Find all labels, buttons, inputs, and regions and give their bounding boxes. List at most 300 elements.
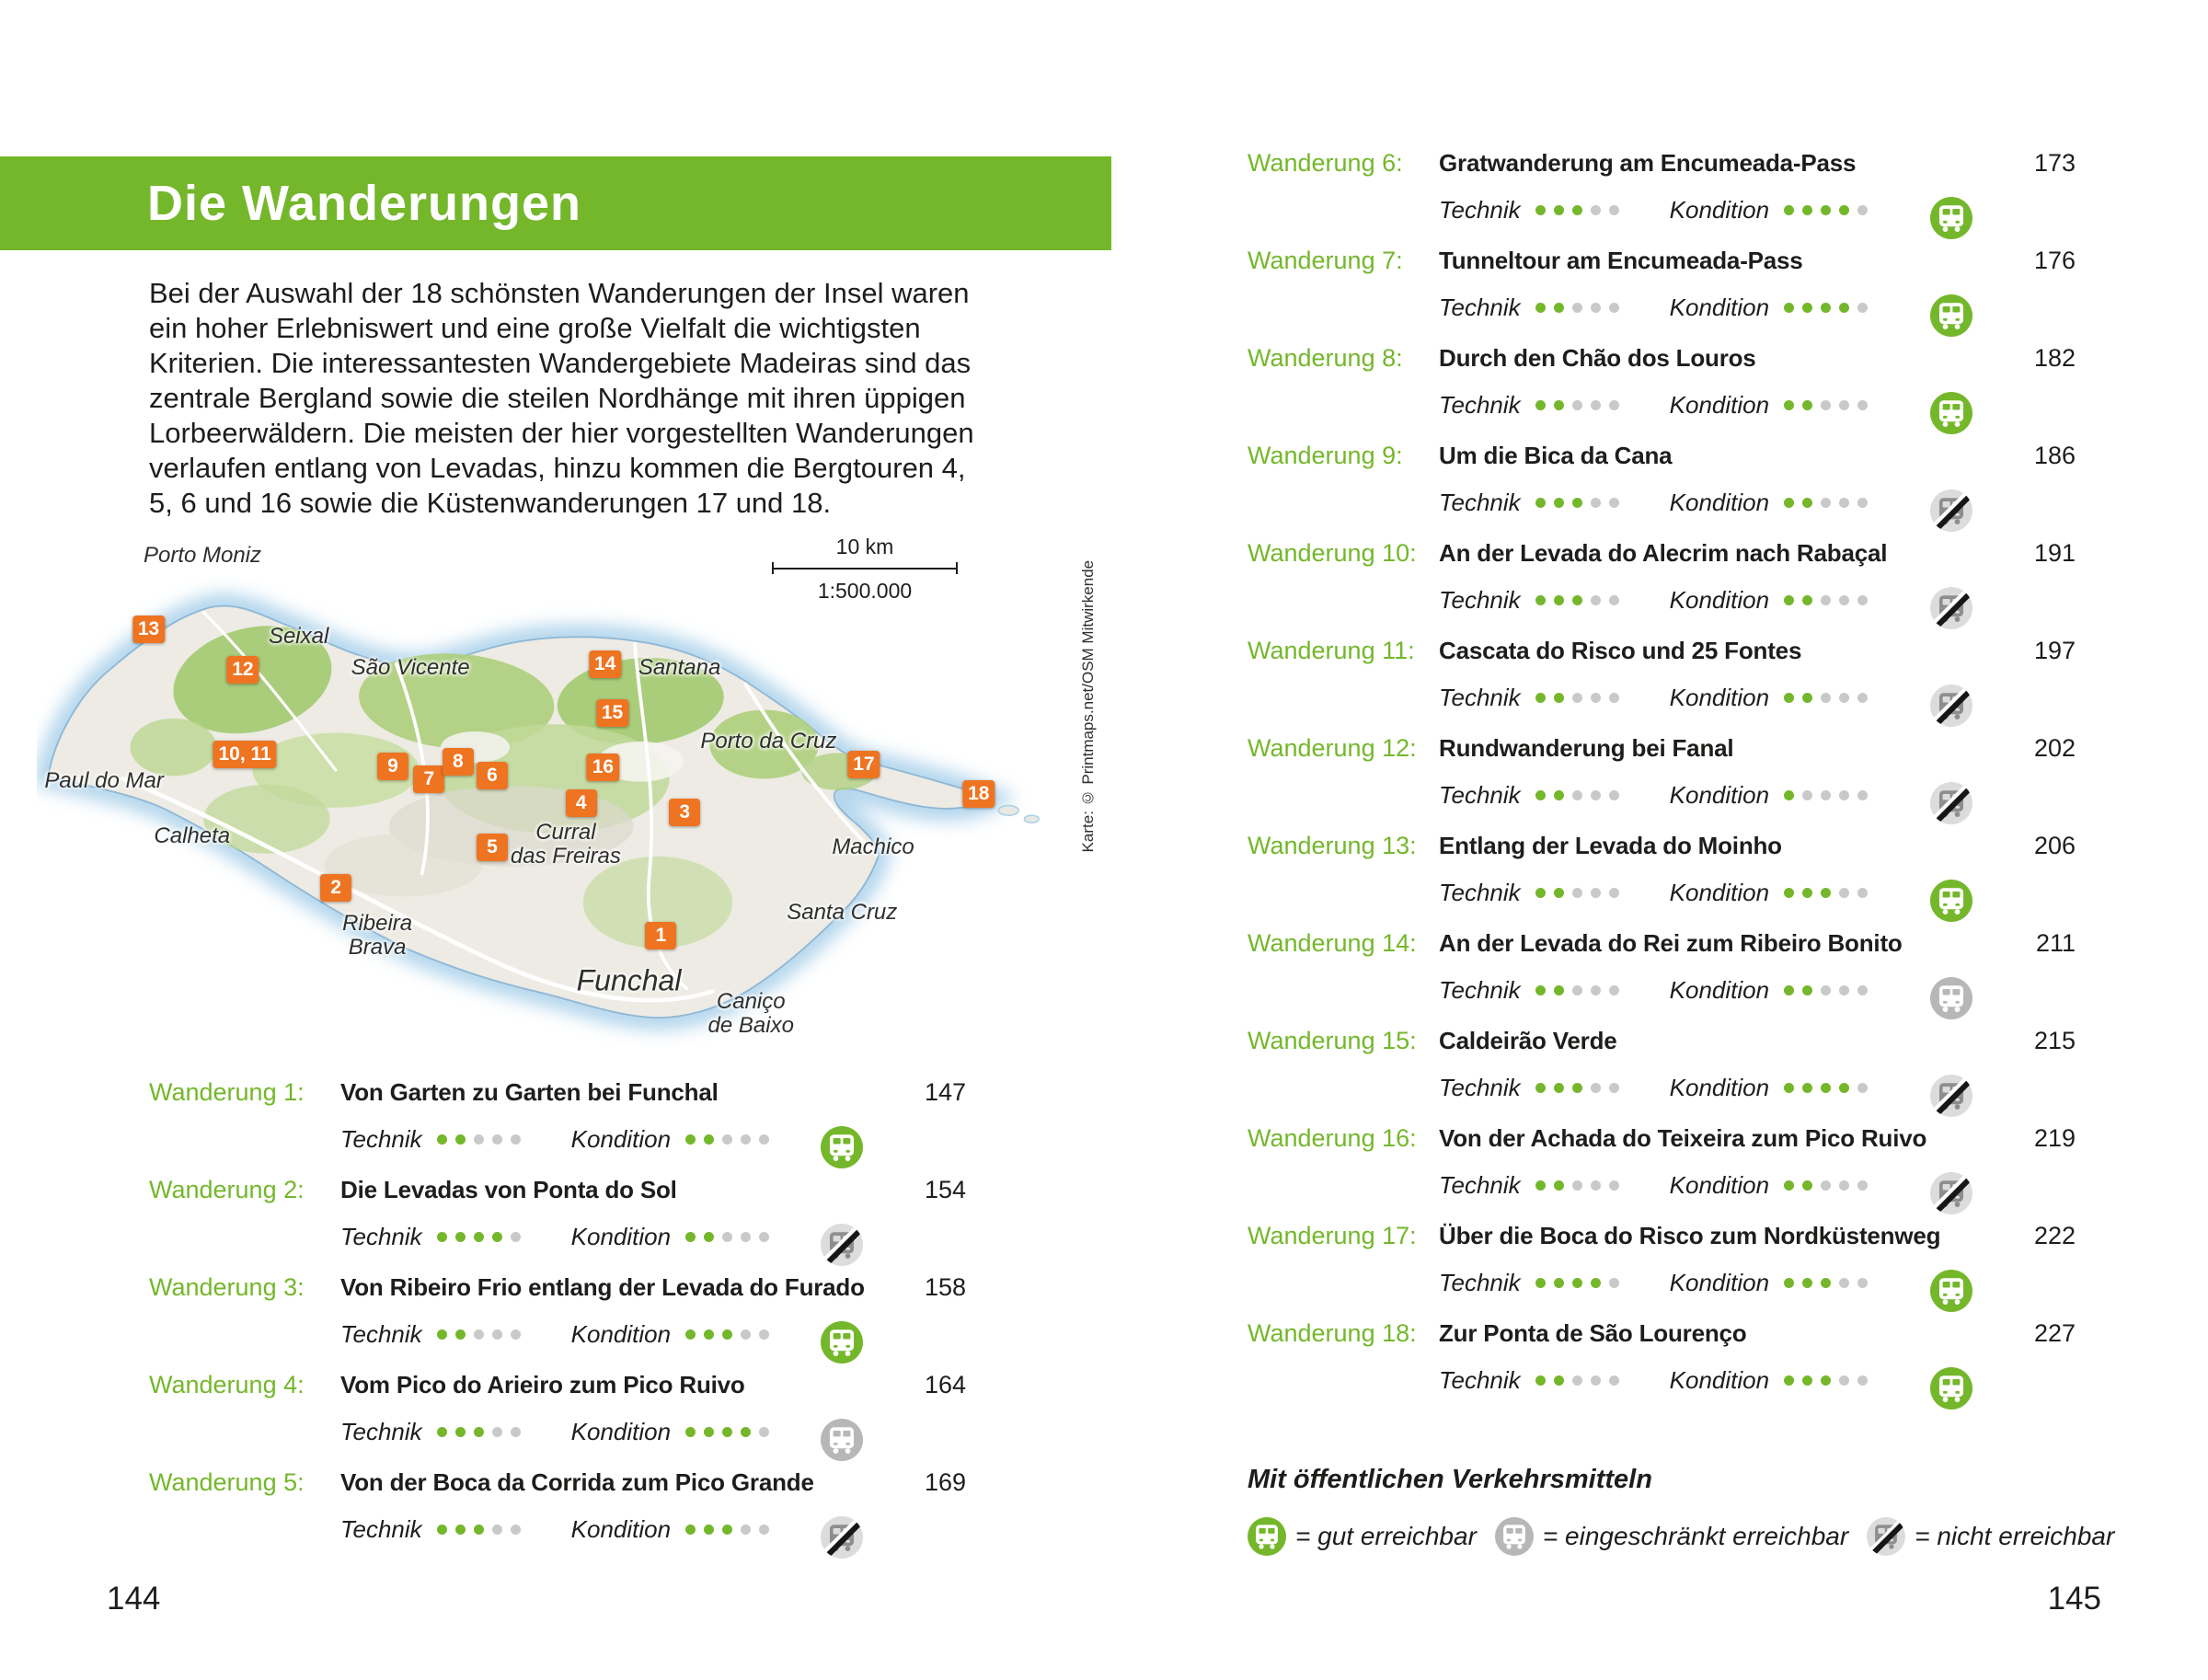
hike-page-number: 202 bbox=[2033, 734, 2076, 762]
map-marker-14: 14 bbox=[589, 650, 621, 678]
technik-rating-dots bbox=[1535, 205, 1646, 215]
transport-indicator bbox=[821, 1419, 863, 1461]
rating-dot bbox=[1857, 595, 1868, 605]
transport-indicator bbox=[1930, 489, 1972, 532]
rating-dot bbox=[511, 1329, 521, 1340]
kondition-rating-dots bbox=[1784, 595, 1894, 605]
rating-dot bbox=[1802, 400, 1812, 410]
hike-rating-row bbox=[340, 1413, 966, 1450]
hike-number-label: Wanderung 13: bbox=[1248, 832, 1417, 859]
rating-dot bbox=[1535, 1180, 1546, 1191]
rating-dot bbox=[1784, 693, 1794, 703]
rating-dot bbox=[1591, 1375, 1601, 1386]
rating-dot bbox=[1554, 888, 1564, 898]
rating-dot bbox=[759, 1232, 769, 1242]
kondition-label: Kondition bbox=[1669, 1073, 1770, 1101]
hike-title: Von Ribeiro Frio entlang der Levada do Furado bbox=[340, 1273, 865, 1301]
hike-rating-row bbox=[340, 1511, 966, 1548]
hike-rating-row bbox=[1439, 581, 2076, 618]
rating-dot bbox=[492, 1525, 502, 1535]
chapter-title: Die Wanderungen bbox=[147, 176, 582, 231]
rating-dot bbox=[1784, 790, 1794, 800]
rating-dot bbox=[1821, 303, 1831, 313]
hike-entry bbox=[1248, 344, 2076, 442]
hike-number-label: Wanderung 10: bbox=[1248, 539, 1417, 567]
bus-crossed-icon bbox=[821, 1224, 863, 1266]
hike-page-number: 176 bbox=[2033, 247, 2076, 274]
map-marker-3: 3 bbox=[669, 799, 700, 826]
rating-dot bbox=[1535, 1375, 1546, 1386]
bus-green-icon bbox=[1930, 392, 1972, 434]
bus-crossed-icon bbox=[1930, 1172, 1972, 1214]
rating-dot bbox=[1839, 1180, 1849, 1191]
rating-dot bbox=[1839, 790, 1849, 800]
technik-label: Technik bbox=[340, 1124, 422, 1153]
hike-title: Über die Boca do Risco zum Nordküstenweg bbox=[1439, 1222, 1941, 1249]
rating-dot bbox=[1609, 888, 1619, 898]
rating-dot bbox=[1591, 595, 1601, 605]
map-marker-1: 1 bbox=[645, 922, 676, 949]
map-marker-17: 17 bbox=[847, 751, 880, 778]
rating-dot bbox=[1554, 205, 1564, 215]
rating-dot bbox=[1821, 888, 1831, 898]
rating-dot bbox=[1535, 595, 1546, 605]
rating-dot bbox=[1802, 595, 1812, 605]
technik-rating-dots bbox=[1535, 595, 1646, 605]
rating-dot bbox=[1839, 303, 1849, 313]
rating-dot bbox=[437, 1232, 447, 1242]
rating-dot bbox=[1784, 303, 1794, 313]
map-marker-6: 6 bbox=[477, 762, 508, 789]
bus-crossed-icon bbox=[1867, 1517, 1905, 1556]
rating-dot bbox=[1857, 498, 1868, 508]
hike-number-label: Wanderung 14: bbox=[1248, 929, 1417, 957]
rating-dot bbox=[759, 1329, 769, 1340]
map-place-label: São Vicente bbox=[351, 655, 470, 681]
hike-entry bbox=[1248, 539, 2076, 637]
map-marker-7: 7 bbox=[413, 765, 444, 793]
hike-entry bbox=[1248, 442, 2076, 539]
hike-title: Caldeirão Verde bbox=[1439, 1027, 1617, 1054]
hike-title: Von Garten zu Garten bei Funchal bbox=[340, 1078, 719, 1106]
transport-indicator bbox=[821, 1224, 863, 1266]
legend-item bbox=[1867, 1517, 2114, 1556]
kondition-rating-dots bbox=[685, 1134, 796, 1145]
rating-dot bbox=[1554, 400, 1564, 410]
hike-title: Cascata do Risco und 25 Fontes bbox=[1439, 637, 1802, 664]
rating-dot bbox=[1572, 888, 1582, 898]
technik-rating-dots bbox=[437, 1427, 547, 1437]
technik-label: Technik bbox=[1439, 585, 1521, 614]
rating-dot bbox=[1554, 1375, 1564, 1386]
rating-dot bbox=[1535, 303, 1546, 313]
kondition-rating-dots bbox=[1784, 1180, 1894, 1191]
legend-item-label: = eingeschränkt erreichbar bbox=[1542, 1522, 1849, 1550]
hike-number-label: Wanderung 17: bbox=[1248, 1222, 1417, 1249]
hike-title: Durch den Chão dos Louros bbox=[1439, 344, 1756, 372]
technik-rating-dots bbox=[1535, 790, 1646, 800]
rating-dot bbox=[1802, 303, 1812, 313]
rating-dot bbox=[722, 1427, 732, 1437]
technik-rating-dots bbox=[437, 1329, 547, 1340]
transport-indicator bbox=[1930, 685, 1972, 727]
rating-dot bbox=[1591, 400, 1601, 410]
kondition-rating-dots bbox=[685, 1232, 796, 1242]
hike-entry bbox=[1248, 247, 2076, 344]
rating-dot bbox=[1572, 400, 1582, 410]
technik-label: Technik bbox=[1439, 1268, 1521, 1296]
rating-dot bbox=[741, 1232, 751, 1242]
chapter-header-bar bbox=[0, 156, 1111, 250]
hike-number-label: Wanderung 15: bbox=[1248, 1027, 1417, 1054]
hike-number-label: Wanderung 8: bbox=[1248, 344, 1403, 372]
technik-label: Technik bbox=[1439, 1170, 1521, 1199]
transport-indicator bbox=[1930, 880, 1972, 922]
hike-number-label: Wanderung 11: bbox=[1248, 637, 1415, 664]
hike-entry bbox=[1248, 1319, 2076, 1417]
hike-page-number: 169 bbox=[924, 1468, 966, 1496]
rating-dot bbox=[455, 1134, 466, 1145]
kondition-label: Kondition bbox=[570, 1514, 672, 1543]
hike-number-label: Wanderung 9: bbox=[1248, 442, 1403, 469]
hike-page-number: 211 bbox=[2035, 929, 2076, 957]
hike-title-row bbox=[149, 1273, 966, 1316]
transport-legend bbox=[1248, 1465, 2115, 1556]
transport-indicator bbox=[1930, 294, 1972, 337]
rating-dot bbox=[685, 1329, 696, 1340]
scale-line bbox=[772, 562, 959, 574]
rating-dot bbox=[1821, 1278, 1831, 1288]
legend-item bbox=[1248, 1517, 1477, 1556]
hike-title: Von der Boca da Corrida zum Pico Grande bbox=[340, 1468, 814, 1496]
rating-dot bbox=[1821, 595, 1831, 605]
rating-dot bbox=[741, 1525, 751, 1535]
map-marker-15: 15 bbox=[596, 699, 628, 727]
rating-dot bbox=[437, 1427, 447, 1437]
technik-rating-dots bbox=[1535, 1375, 1646, 1386]
rating-dot bbox=[1554, 498, 1564, 508]
hike-title-row bbox=[1248, 247, 2076, 289]
hike-number-label: Wanderung 18: bbox=[1248, 1319, 1417, 1347]
transport-indicator bbox=[1930, 1367, 1972, 1410]
rating-dot bbox=[511, 1134, 521, 1145]
technik-rating-dots bbox=[1535, 400, 1646, 410]
rating-dot bbox=[1821, 790, 1831, 800]
bus-green-icon bbox=[1248, 1517, 1286, 1556]
kondition-label: Kondition bbox=[1669, 1365, 1770, 1394]
rating-dot bbox=[1591, 205, 1601, 215]
page-number-left: 144 bbox=[107, 1581, 161, 1617]
rating-dot bbox=[1535, 205, 1546, 215]
map-place-label: Funchal bbox=[576, 964, 682, 998]
rating-dot bbox=[455, 1232, 466, 1242]
bus-crossed-icon bbox=[1930, 1075, 1972, 1117]
technik-rating-dots bbox=[1535, 1278, 1646, 1288]
rating-dot bbox=[1572, 1278, 1582, 1288]
map-marker-12: 12 bbox=[226, 656, 259, 684]
kondition-rating-dots bbox=[1784, 790, 1894, 800]
rating-dot bbox=[1802, 985, 1812, 995]
rating-dot bbox=[1591, 1278, 1601, 1288]
rating-dot bbox=[759, 1134, 769, 1145]
rating-dot bbox=[704, 1525, 714, 1535]
rating-dot bbox=[1591, 1180, 1601, 1191]
rating-dot bbox=[1535, 1083, 1546, 1093]
rating-dot bbox=[1839, 888, 1849, 898]
technik-rating-dots bbox=[1535, 693, 1646, 703]
map-place-label: Porto da Cruz bbox=[700, 729, 837, 754]
rating-dot bbox=[1572, 693, 1582, 703]
rating-dot bbox=[1609, 400, 1619, 410]
map-marker-10-11: 10, 11 bbox=[213, 741, 277, 768]
rating-dot bbox=[704, 1134, 714, 1145]
rating-dot bbox=[1784, 595, 1794, 605]
map-credit: Karte: © Printmaps.net/OSM Mitwirkende bbox=[1079, 559, 1097, 853]
rating-dot bbox=[1535, 693, 1546, 703]
hike-rating-row bbox=[1439, 874, 2076, 911]
technik-label: Technik bbox=[340, 1514, 422, 1543]
hike-list-left bbox=[149, 1078, 966, 1566]
bus-green-icon bbox=[1930, 197, 1972, 239]
rating-dot bbox=[1535, 498, 1546, 508]
rating-dot bbox=[1535, 888, 1546, 898]
hike-page-number: 154 bbox=[924, 1176, 966, 1203]
transport-indicator bbox=[1930, 977, 1972, 1019]
rating-dot bbox=[1839, 498, 1849, 508]
rating-dot bbox=[492, 1232, 502, 1242]
rating-dot bbox=[1802, 693, 1812, 703]
hike-page-number: 219 bbox=[2033, 1124, 2076, 1152]
map-place-label: Santana bbox=[638, 655, 721, 681]
kondition-label: Kondition bbox=[1669, 585, 1770, 614]
hike-page-number: 215 bbox=[2033, 1027, 2076, 1054]
hike-entry bbox=[149, 1176, 966, 1273]
hike-title: Zur Ponta de São Lourenço bbox=[1439, 1319, 1747, 1347]
hike-title: Entlang der Levada do Moinho bbox=[1439, 832, 1782, 859]
hike-number-label: Wanderung 5: bbox=[149, 1468, 305, 1496]
rating-dot bbox=[1857, 1375, 1868, 1386]
hike-page-number: 191 bbox=[2033, 539, 2076, 567]
transport-indicator bbox=[1930, 587, 1972, 629]
hike-page-number: 164 bbox=[924, 1371, 966, 1398]
kondition-label: Kondition bbox=[570, 1417, 672, 1445]
kondition-label: Kondition bbox=[1669, 390, 1770, 419]
bus-crossed-icon bbox=[821, 1516, 863, 1559]
rating-dot bbox=[474, 1427, 484, 1437]
technik-rating-dots bbox=[1535, 498, 1646, 508]
map-marker-4: 4 bbox=[566, 789, 597, 817]
kondition-label: Kondition bbox=[1669, 1170, 1770, 1199]
rating-dot bbox=[474, 1525, 484, 1535]
transport-indicator bbox=[1930, 1270, 1972, 1312]
transport-indicator bbox=[1930, 197, 1972, 239]
rating-dot bbox=[1802, 1375, 1812, 1386]
map-marker-2: 2 bbox=[320, 874, 351, 902]
hike-rating-row bbox=[1439, 191, 2076, 228]
hike-rating-row bbox=[1439, 777, 2076, 813]
kondition-label: Kondition bbox=[570, 1319, 672, 1348]
rating-dot bbox=[685, 1232, 696, 1242]
map-marker-8: 8 bbox=[443, 748, 474, 776]
rating-dot bbox=[1784, 1278, 1794, 1288]
technik-label: Technik bbox=[1439, 683, 1521, 711]
hike-rating-row bbox=[1439, 484, 2076, 521]
rating-dot bbox=[1857, 985, 1868, 995]
rating-dot bbox=[1821, 205, 1831, 215]
hike-title: An der Levada do Alecrim nach Rabaçal bbox=[1439, 539, 1888, 567]
rating-dot bbox=[1802, 790, 1812, 800]
hike-number-label: Wanderung 16: bbox=[1248, 1124, 1417, 1152]
transport-indicator bbox=[1930, 1172, 1972, 1214]
map-place-label: Caniço de Baixo bbox=[707, 988, 794, 1038]
kondition-label: Kondition bbox=[1669, 488, 1770, 516]
map-place-label: Curral das Freiras bbox=[510, 820, 621, 869]
rating-dot bbox=[1554, 1083, 1564, 1093]
hike-rating-row bbox=[340, 1121, 966, 1157]
technik-label: Technik bbox=[1439, 1073, 1521, 1101]
kondition-rating-dots bbox=[1784, 205, 1894, 215]
rating-dot bbox=[1572, 595, 1582, 605]
technik-rating-dots bbox=[1535, 1083, 1646, 1093]
rating-dot bbox=[1609, 205, 1619, 215]
map-scalebar bbox=[772, 535, 959, 604]
rating-dot bbox=[1572, 1180, 1582, 1191]
rating-dot bbox=[455, 1525, 466, 1535]
hike-title-row bbox=[149, 1078, 966, 1121]
kondition-label: Kondition bbox=[1669, 293, 1770, 321]
rating-dot bbox=[1572, 1375, 1582, 1386]
technik-label: Technik bbox=[340, 1222, 422, 1250]
rating-dot bbox=[1609, 1278, 1619, 1288]
rating-dot bbox=[1591, 790, 1601, 800]
bus-green-icon bbox=[821, 1321, 863, 1364]
bus-green-icon bbox=[1930, 1367, 1972, 1410]
rating-dot bbox=[474, 1329, 484, 1340]
rating-dot bbox=[1609, 1083, 1619, 1093]
hike-rating-row bbox=[340, 1218, 966, 1255]
hike-page-number: 227 bbox=[2033, 1319, 2076, 1347]
technik-label: Technik bbox=[1439, 975, 1521, 1004]
hike-title: Von der Achada do Teixeira zum Pico Ruivo bbox=[1439, 1124, 1927, 1152]
kondition-label: Kondition bbox=[1669, 1268, 1770, 1296]
kondition-rating-dots bbox=[1784, 498, 1894, 508]
hike-rating-row bbox=[1439, 1362, 2076, 1398]
kondition-label: Kondition bbox=[1669, 780, 1770, 809]
hike-title-row bbox=[149, 1176, 966, 1218]
hike-page-number: 147 bbox=[924, 1078, 966, 1106]
rating-dot bbox=[1554, 790, 1564, 800]
hike-page-number: 182 bbox=[2033, 344, 2076, 372]
rating-dot bbox=[1857, 693, 1868, 703]
technik-label: Technik bbox=[1439, 780, 1521, 809]
hike-rating-row bbox=[1439, 972, 2076, 1008]
hike-number-label: Wanderung 7: bbox=[1248, 247, 1403, 274]
rating-dot bbox=[455, 1427, 466, 1437]
hike-entry bbox=[1248, 832, 2076, 929]
hike-entry bbox=[149, 1078, 966, 1176]
rating-dot bbox=[1609, 595, 1619, 605]
bus-crossed-icon bbox=[1930, 587, 1972, 629]
rating-dot bbox=[741, 1329, 751, 1340]
legend-title: Mit öffentlichen Verkehrsmitteln bbox=[1248, 1465, 1652, 1494]
rating-dot bbox=[1609, 498, 1619, 508]
hike-number-label: Wanderung 6: bbox=[1248, 149, 1403, 177]
hike-title: Die Levadas von Ponta do Sol bbox=[340, 1176, 677, 1203]
rating-dot bbox=[1535, 790, 1546, 800]
rating-dot bbox=[1821, 498, 1831, 508]
rating-dot bbox=[1821, 1083, 1831, 1093]
rating-dot bbox=[1857, 790, 1868, 800]
rating-dot bbox=[1839, 1278, 1849, 1288]
hike-page-number: 197 bbox=[2033, 637, 2076, 664]
rating-dot bbox=[1591, 498, 1601, 508]
kondition-rating-dots bbox=[1784, 303, 1894, 313]
hike-title-row bbox=[1248, 149, 2076, 191]
map-marker-16: 16 bbox=[587, 754, 619, 781]
rating-dot bbox=[437, 1134, 447, 1145]
rating-dot bbox=[1839, 693, 1849, 703]
rating-dot bbox=[1554, 595, 1564, 605]
rating-dot bbox=[1802, 205, 1812, 215]
rating-dot bbox=[722, 1525, 732, 1535]
rating-dot bbox=[685, 1427, 696, 1437]
technik-label: Technik bbox=[1439, 488, 1521, 516]
rating-dot bbox=[1839, 1375, 1849, 1386]
hike-title-row bbox=[149, 1468, 966, 1511]
hike-title: Gratwanderung am Encumeada-Pass bbox=[1439, 149, 1857, 177]
rating-dot bbox=[1857, 205, 1868, 215]
kondition-label: Kondition bbox=[1669, 195, 1770, 224]
rating-dot bbox=[1591, 1083, 1601, 1093]
map-place-label: Calheta bbox=[154, 823, 231, 849]
hike-number-label: Wanderung 12: bbox=[1248, 734, 1417, 762]
rating-dot bbox=[1857, 400, 1868, 410]
rating-dot bbox=[685, 1134, 696, 1145]
map-marker-18: 18 bbox=[962, 780, 995, 808]
rating-dot bbox=[1784, 1180, 1794, 1191]
rating-dot bbox=[1839, 985, 1849, 995]
rating-dot bbox=[1572, 498, 1582, 508]
rating-dot bbox=[511, 1525, 521, 1535]
rating-dot bbox=[1572, 985, 1582, 995]
rating-dot bbox=[1839, 400, 1849, 410]
rating-dot bbox=[474, 1134, 484, 1145]
map-place-label: Santa Cruz bbox=[787, 899, 898, 925]
technik-label: Technik bbox=[340, 1417, 422, 1445]
rating-dot bbox=[704, 1329, 714, 1340]
technik-label: Technik bbox=[1439, 1365, 1521, 1394]
technik-rating-dots bbox=[437, 1232, 547, 1242]
rating-dot bbox=[759, 1525, 769, 1535]
technik-label: Technik bbox=[1439, 878, 1521, 906]
rating-dot bbox=[474, 1232, 484, 1242]
hike-title: Um die Bica da Cana bbox=[1439, 442, 1673, 469]
rating-dot bbox=[685, 1525, 696, 1535]
scale-distance-label: 10 km bbox=[835, 534, 894, 558]
kondition-rating-dots bbox=[685, 1427, 796, 1437]
map-marker-13: 13 bbox=[132, 616, 165, 643]
rating-dot bbox=[1857, 1083, 1868, 1093]
hike-entry bbox=[1248, 637, 2076, 734]
hike-entry bbox=[1248, 1124, 2076, 1222]
hike-title: Vom Pico do Arieiro zum Pico Ruivo bbox=[340, 1371, 745, 1398]
rating-dot bbox=[722, 1134, 732, 1145]
technik-rating-dots bbox=[437, 1134, 547, 1145]
kondition-rating-dots bbox=[1784, 1083, 1894, 1093]
hike-entry bbox=[149, 1371, 966, 1468]
hike-page-number: 173 bbox=[2033, 149, 2076, 177]
rating-dot bbox=[1784, 1083, 1794, 1093]
